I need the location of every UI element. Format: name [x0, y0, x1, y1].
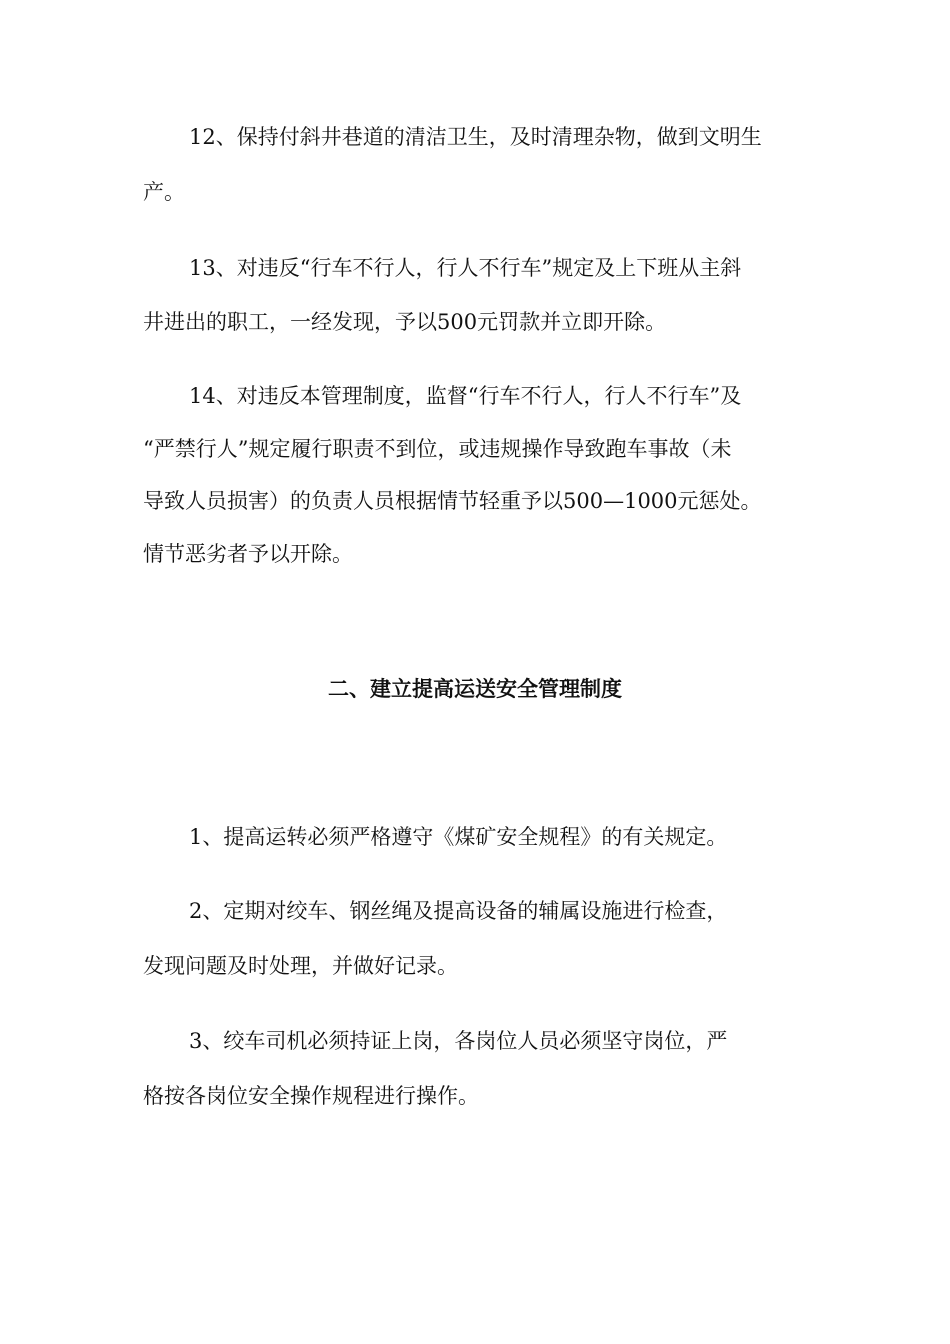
- section-heading: 二、建立提高运送安全管理制度: [328, 677, 622, 701]
- paragraph-text: 2、定期对绞车、钢丝绳及提高设备的辅属设施进行检查，: [189, 899, 728, 923]
- paragraph-text: 13、对违反“行车不行人，行人不行车”规定及上下班从主斜: [189, 256, 742, 280]
- paragraph-text: 发现问题及时处理，并做好记录。: [143, 954, 458, 978]
- paragraph-text: 3、绞车司机必须持证上岗，各岗位人员必须坚守岗位，严: [189, 1029, 728, 1053]
- paragraph-text: “严禁行人”规定履行职责不到位，或违规操作导致跑车事故（未: [143, 437, 732, 461]
- paragraph-text: 产。: [143, 180, 185, 204]
- paragraph-text: 井进出的职工，一经发现，予以500元罚款并立即开除。: [143, 310, 667, 334]
- paragraph-text: 1、提高运转必须严格遵守《煤矿安全规程》的有关规定。: [189, 825, 728, 849]
- paragraph-text: 14、对违反本管理制度，监督“行车不行人，行人不行车”及: [189, 384, 742, 408]
- paragraph-text: 12、保持付斜井巷道的清洁卫生，及时清理杂物，做到文明生: [189, 125, 762, 149]
- paragraph-text: 导致人员损害）的负责人员根据情节轻重予以500—1000元惩处。: [143, 489, 762, 513]
- paragraph-text: 格按各岗位安全操作规程进行操作。: [143, 1084, 479, 1108]
- paragraph-text: 情节恶劣者予以开除。: [143, 542, 353, 566]
